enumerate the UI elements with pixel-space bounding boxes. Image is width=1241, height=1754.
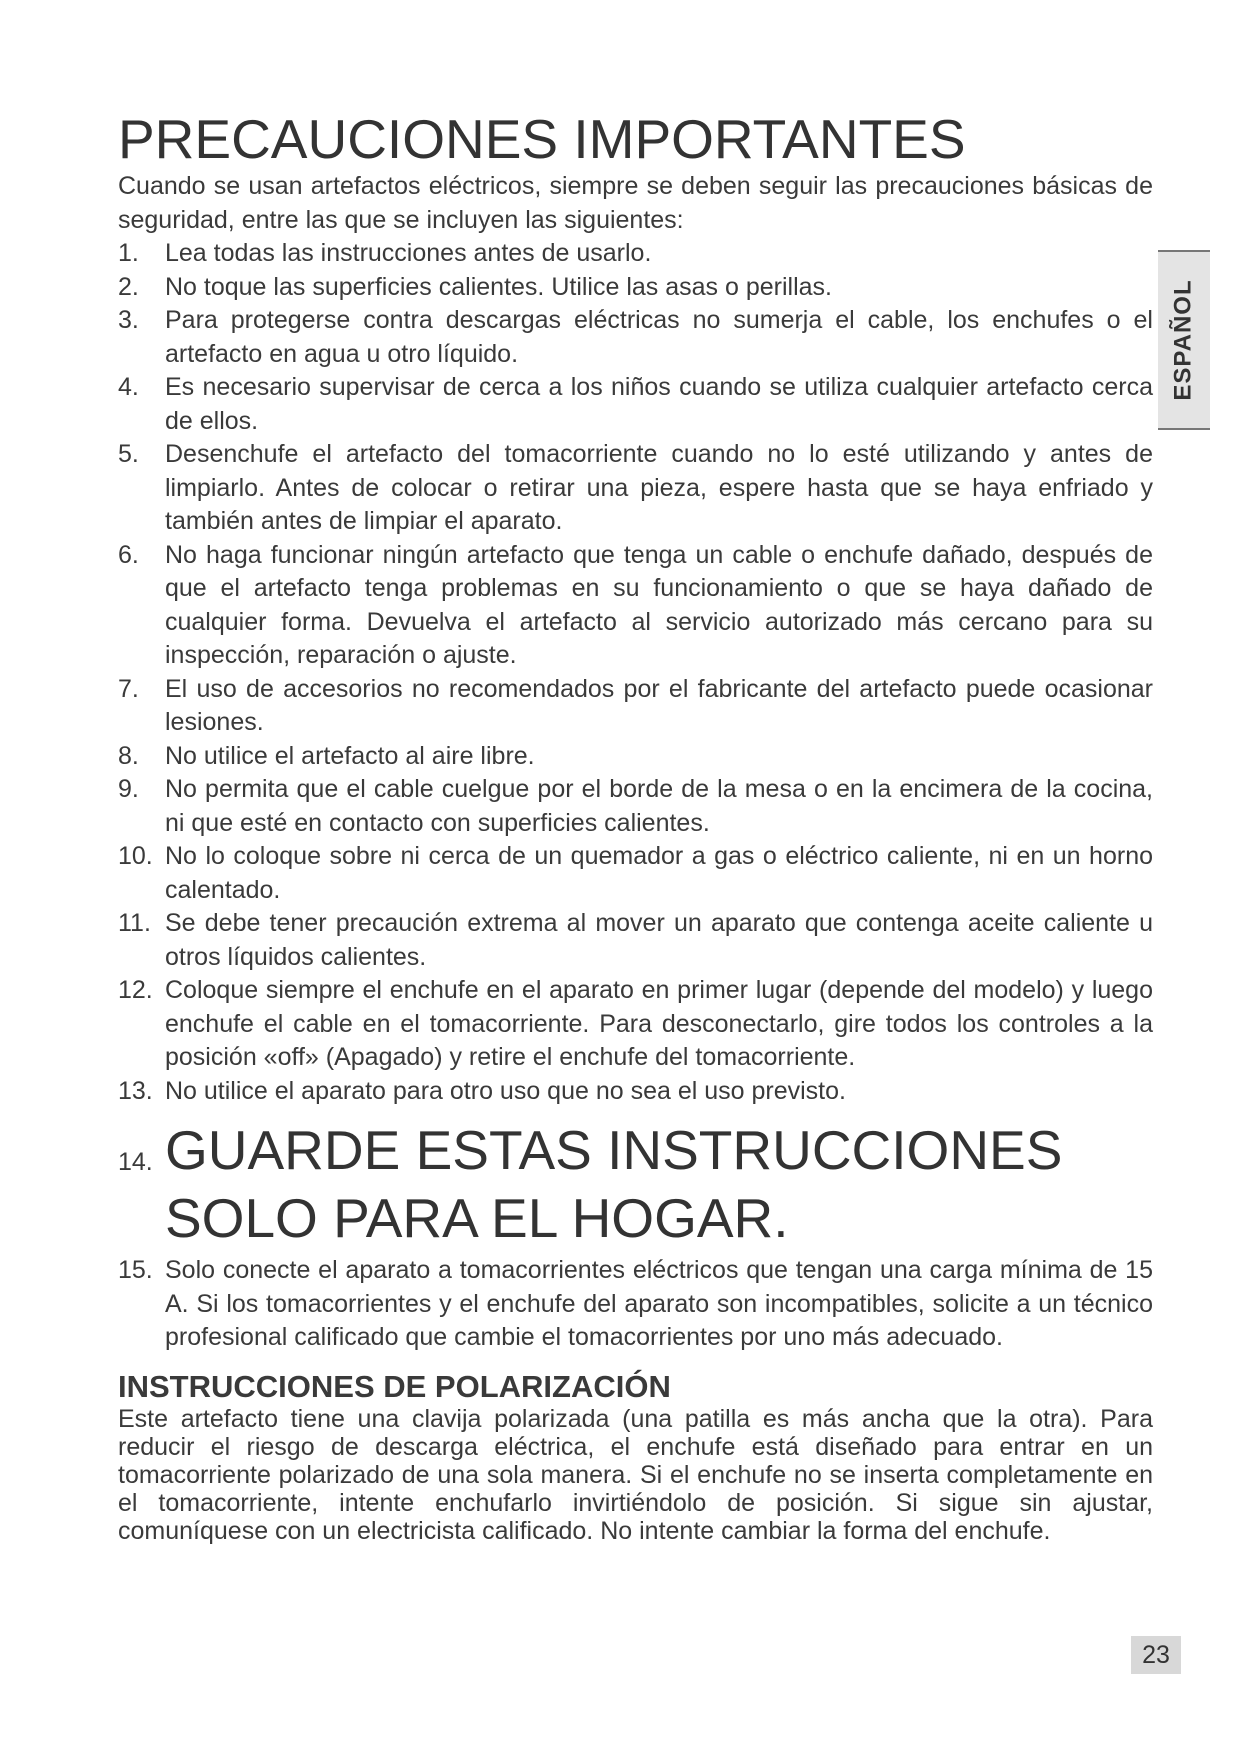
item-text: No toque las superficies calientes. Utilice las asas o perillas.	[165, 272, 832, 301]
polarization-text: Este artefacto tiene una clavija polarizada (una patilla es más ancha que la otra). Para reducir el riesgo de descarga eléctrica, el enchufe está diseñado para entrar en un tomacorriente polarizado de una sola manera. Si el enchufe no se inserta completamente en el tomacorriente, intente enchufarlo invirtiéndolo de posición. Si sigue sin ajustar, comuníquese con un electricista calificado. No intente cambiar la forma del enchufe.	[118, 1404, 1153, 1545]
list-item	[118, 304, 1153, 371]
item-number: 9.	[118, 775, 139, 803]
save-instructions-heading: GUARDE ESTAS INSTRUCCIONES	[165, 1119, 1063, 1181]
item-text: No haga funcionar ningún artefacto que tenga un cable o enchufe dañado, después de que el artefacto tenga problemas en su funcionamiento o que se haya dañado de cualquier forma. Devuelva el artefacto al servicio autorizado más cercano para su inspección, reparación o ajuste.	[165, 540, 1153, 669]
item-text: No permita que el cable cuelgue por el borde de la mesa o en la encimera de la cocina, ni que esté en contacto con superficies calientes.	[165, 775, 1153, 837]
item-text: Desenchufe el artefacto del tomacorriente cuando no lo esté utilizando y antes de limpiarlo. Antes de colocar o retirar una pieza, espere hasta que se haya enfriado y también antes de limpiar el aparato.	[165, 440, 1153, 535]
list-item	[118, 438, 1153, 539]
item-text: Se debe tener precaución extrema al mover un aparato que contenga aceite caliente u otros líquidos calientes.	[165, 909, 1153, 971]
item-number: 10.	[118, 842, 153, 870]
page-content	[118, 108, 1153, 1545]
item-number: 1.	[118, 239, 139, 267]
list-item	[118, 1254, 1153, 1355]
item-text: Coloque siempre el enchufe en el aparato en primer lugar (depende del modelo) y luego enchufe el cable en el tomacorriente. Para desconectarlo, gire todos los controles a la posición «off» (Apagado) y retire el enchufe del tomacorriente.	[165, 976, 1153, 1071]
item-text: No utilice el artefacto al aire libre.	[165, 741, 535, 770]
item-text: Solo conecte el aparato a tomacorrientes eléctricos que tengan una carga mínima de 15 A. Si los tomacorrientes y el enchufe del aparato son incompatibles, solicite a un técnico profesional calificado que cambie el tomacorrientes por uno más adecuado.	[165, 1256, 1153, 1351]
language-tab	[1158, 250, 1210, 430]
list-item	[118, 974, 1153, 1075]
item-number: 8.	[118, 741, 139, 770]
list-item	[118, 773, 1153, 840]
language-tab-label: ESPAÑOL	[1170, 279, 1198, 401]
list-item	[118, 673, 1153, 740]
polarization-heading: INSTRUCCIONES DE POLARIZACIÓN	[118, 1368, 671, 1404]
list-item	[118, 907, 1153, 974]
item-number: 11.	[118, 909, 151, 937]
item-number: 4.	[118, 373, 139, 401]
item-number: 2.	[118, 272, 139, 301]
item-text: Lea todas las instrucciones antes de usarlo.	[165, 239, 652, 267]
item-number: 15.	[118, 1256, 153, 1284]
intro-text: Cuando se usan artefactos eléctricos, siempre se deben seguir las precauciones básicas de seguridad, entre las que se incluyen las siguientes:	[118, 172, 1153, 234]
item-text: No lo coloque sobre ni cerca de un quemador a gas o eléctrico caliente, ni en un horno calentado.	[165, 842, 1153, 904]
item-number: 3.	[118, 306, 139, 334]
item-number: 7.	[118, 674, 139, 703]
page-title: PRECAUCIONES IMPORTANTES	[118, 108, 966, 170]
list-item	[118, 1075, 1153, 1109]
item-text: No utilice el aparato para otro uso que no sea el uso previsto.	[165, 1076, 846, 1105]
item-text: Para protegerse contra descargas eléctricas no sumerja el cable, los enchufes o el artefacto en agua u otro líquido.	[165, 306, 1153, 368]
list-item	[118, 539, 1153, 673]
item-text: El uso de accesorios no recomendados por el fabricante del artefacto puede ocasionar lesiones.	[165, 674, 1153, 736]
household-use-heading: SOLO PARA EL HOGAR.	[165, 1187, 789, 1249]
list-item	[118, 840, 1153, 907]
page-number: 23	[1131, 1636, 1181, 1674]
precautions-list	[118, 237, 1153, 1108]
save-instructions-item	[118, 1116, 1153, 1252]
list-item	[118, 237, 1153, 271]
list-item	[118, 371, 1153, 438]
list-item	[118, 740, 1153, 774]
item-number: 6.	[118, 540, 139, 569]
item-number: 13.	[118, 1076, 153, 1105]
item-number: 12.	[118, 976, 153, 1004]
item-number: 5.	[118, 440, 139, 468]
list-item	[118, 271, 1153, 305]
item-text: Es necesario supervisar de cerca a los niños cuando se utiliza cualquier artefacto cerca de ellos.	[165, 373, 1153, 435]
item-number: 14.	[118, 1148, 153, 1176]
